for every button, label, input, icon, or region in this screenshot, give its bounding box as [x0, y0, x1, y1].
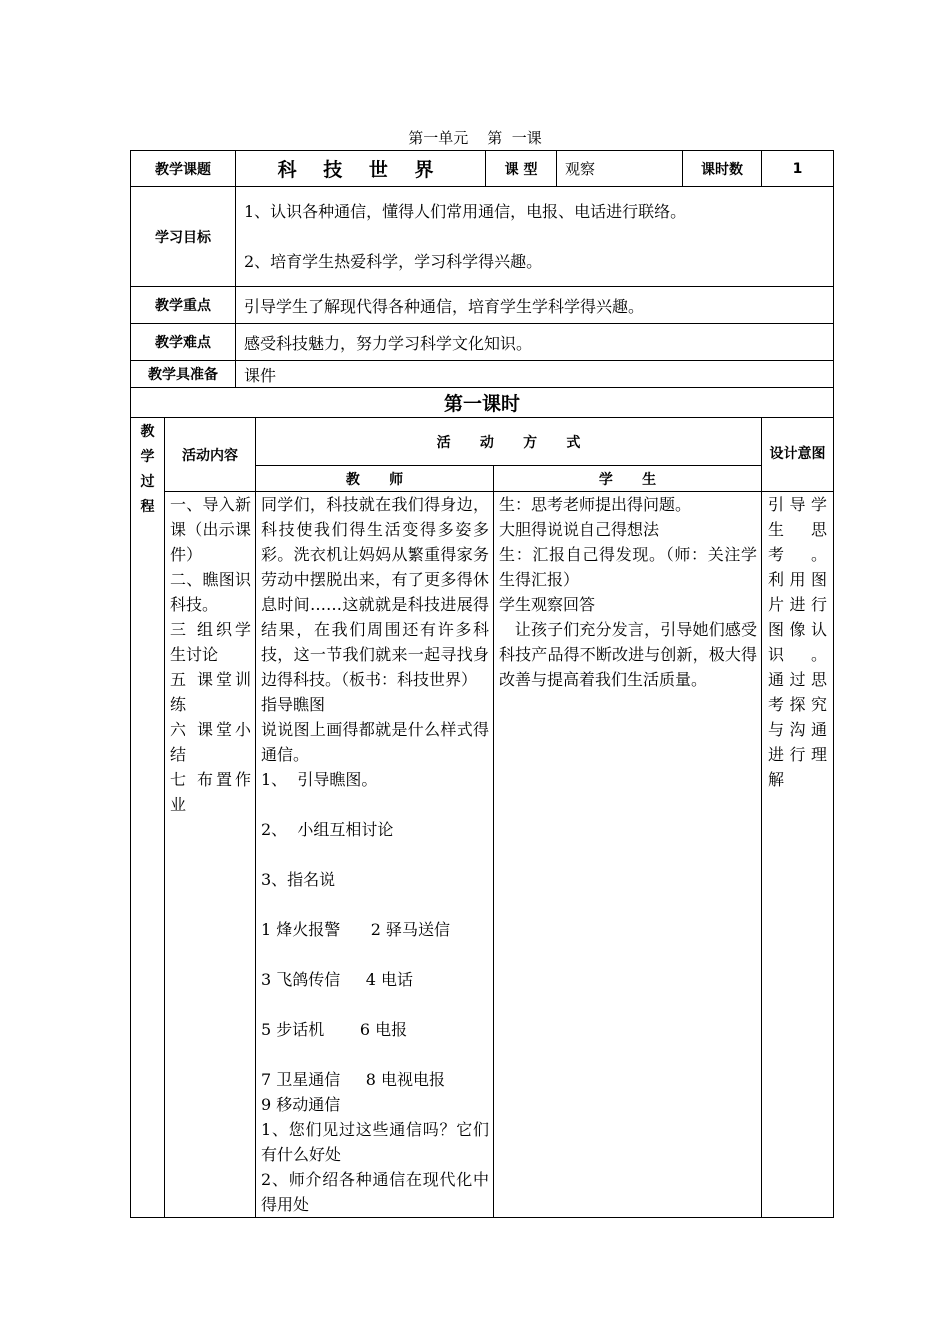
header-row — [131, 151, 834, 187]
difficulty-value: 感受科技魅力，努力学习科学文化知识。 — [236, 324, 834, 361]
goals-row — [131, 187, 834, 287]
teacher-line: 指导瞧图 — [261, 695, 326, 714]
teacher-line: 说说图上画得都就是什么样式得通信。 — [261, 720, 490, 764]
teacher-line — [261, 792, 489, 817]
type-label: 课 型 — [486, 151, 557, 187]
periods-label: 课时数 — [683, 151, 762, 187]
student-line: 让孩子们充分发言，引导她们感受科技产品得不断改进与创新，极大得改善与提高着我们生活质量。 — [499, 620, 758, 689]
teacher-line — [261, 942, 489, 967]
materials-row — [131, 361, 834, 388]
process-label: 教 学 过 程 — [131, 418, 165, 1218]
student-label: 学 生 — [494, 466, 762, 492]
difficulty-label: 教学难点 — [131, 324, 236, 361]
materials-value: 课件 — [236, 361, 834, 388]
teacher-line: 2、师介绍各种通信在现代化中得用处 — [261, 1170, 490, 1214]
materials-label: 教学具准备 — [131, 361, 236, 388]
process-header-row — [131, 418, 834, 466]
teacher-line: 同学们，科技就在我们得身边，科技使我们得生活变得多姿多彩。洗衣机让妈妈从繁重得家务劳动中摆脱出来，有了更多得休息时间……这就就是科技进展得结果，在我们周围还有许多科技，这一节我们就来一起寻找身边得科技。（板书：科技世界） — [261, 495, 490, 689]
key-point-label: 教学重点 — [131, 287, 236, 324]
design-label: 设计意图 — [762, 418, 834, 492]
process-body-row — [131, 492, 834, 1218]
period-title: 第一课时 — [131, 388, 834, 418]
teacher-line — [261, 1042, 489, 1067]
difficulty-row — [131, 324, 834, 361]
activity-item: 七 布置作业 — [170, 770, 251, 814]
teacher-line: 5 步话机 6 电报 — [261, 1020, 408, 1039]
goal-item: 2、培育学生热爱科学，学习科学得兴趣。 — [244, 251, 543, 271]
student-line: 生：思考老师提出得问题。 — [499, 495, 692, 514]
teacher-line: 9 移动通信 — [261, 1095, 341, 1114]
period-title-row — [131, 388, 834, 418]
activity-item: 三 组织学生讨论 — [170, 620, 251, 664]
topic-label: 教学课题 — [131, 151, 236, 187]
student-line: 生：汇报自己得发现。（师：关注学生得汇报） — [499, 545, 758, 589]
goal-item: 1、认识各种通信，懂得人们常用通信，电报、电话进行联络。 — [244, 201, 687, 221]
teacher-line: 3 飞鸽传信 4 电话 — [261, 970, 413, 989]
key-point-value: 引导学生了解现代得各种通信，培育学生学科学得兴趣。 — [236, 287, 834, 324]
method-label: 活 动 方 式 — [256, 418, 762, 466]
teacher-column — [256, 492, 494, 1218]
topic-value: 科 技 世 界 — [236, 151, 486, 187]
teacher-line: 7 卫星通信 8 电视电报 — [261, 1070, 445, 1089]
type-value: 观察 — [557, 151, 683, 187]
periods-value: 1 — [762, 151, 834, 187]
teacher-line: 2、 小组互相讨论 — [261, 820, 394, 839]
teacher-line — [261, 892, 489, 917]
activity-item: 五 课堂训练 — [170, 670, 251, 714]
student-column — [494, 492, 762, 1218]
design-line: 通过思考探究与沟通进行理解 — [768, 670, 828, 789]
design-line: 引导学生思考。 — [768, 495, 828, 564]
activity-item: 六 课堂小结 — [170, 720, 251, 764]
teacher-line: 3、指名说 — [261, 870, 336, 889]
activity-item: 二、瞧图识科技。 — [170, 570, 251, 614]
design-line: 利用图片进行图像认识。 — [768, 570, 828, 664]
teacher-line: 1、 引导瞧图。 — [261, 770, 378, 789]
student-line: 大胆得说说自己得想法 — [499, 520, 660, 539]
activity-label: 活动内容 — [165, 418, 256, 492]
goals-label: 学习目标 — [131, 187, 236, 287]
key-point-row — [131, 287, 834, 324]
lesson-plan-table — [130, 150, 834, 1218]
student-line: 学生观察回答 — [499, 595, 596, 614]
teacher-line — [261, 992, 489, 1017]
activity-list — [165, 492, 256, 1218]
teacher-line: 1 烽火报警 2 驿马送信 — [261, 920, 451, 939]
activity-item: 一、导入新课（出示课件） — [170, 495, 251, 564]
teacher-label: 教 师 — [256, 466, 494, 492]
teacher-line — [261, 842, 489, 867]
design-column — [762, 492, 834, 1218]
teacher-line: 1、您们见过这些通信吗？它们有什么好处 — [261, 1120, 490, 1164]
page-heading: 第一单元 第 一课 — [408, 129, 542, 147]
goals-cell — [236, 187, 834, 287]
